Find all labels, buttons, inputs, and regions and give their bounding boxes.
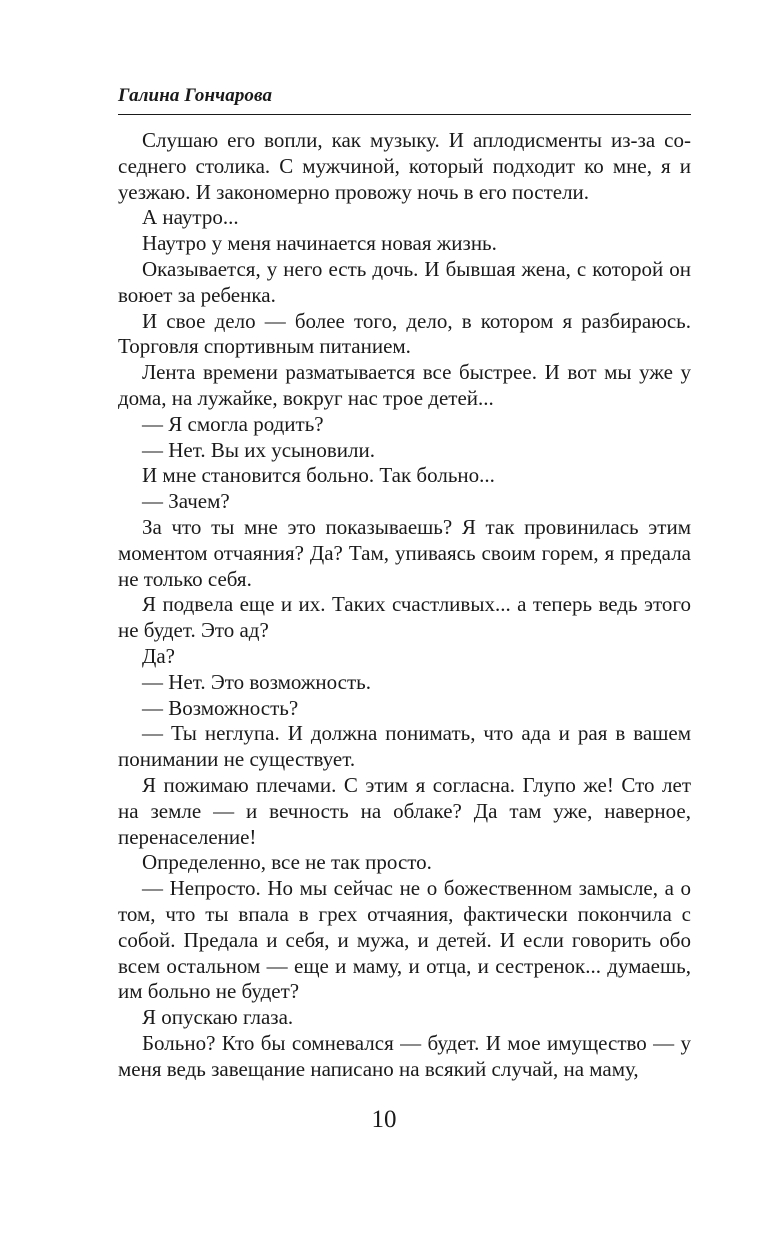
author-name: Галина Гончарова	[118, 85, 273, 106]
dialogue-line: — Ты неглупа. И должна понимать, что ада и рая в вашем понимании не существует.	[118, 721, 691, 772]
paragraph: Наутро у меня начинается новая жизнь.	[142, 231, 497, 256]
dialogue-line: — Нет. Это возможность.	[142, 669, 371, 694]
paragraph: Больно? Кто бы сомневался — будет. И мое имущество — у меня ведь завещание написано на всякий случай, на маму,	[118, 1030, 691, 1081]
dialogue-line: — Непросто. Но мы сейчас не о божественном замысле, а о том, что ты впала в грех отчаяния, фактически покончила с собой. Предала и себя, и мужа, и детей. И если говорить обо всем остальном — еще и маму, и отца, и сестренок... думаешь, им больно не будет?	[118, 876, 691, 1004]
dialogue-line: — Зачем?	[142, 489, 230, 514]
paragraph: Я подвела еще и их. Таких счастливых... а теперь ведь этого не будет. Это ад?	[118, 592, 691, 643]
paragraph: Я пожимаю плечами. С этим я согласна. Глупо же! Сто лет на земле — и вечность на облаке? Да там уже, наверное, перенаселение!	[118, 772, 691, 849]
body-text	[118, 128, 691, 1082]
paragraph: Оказывается, у него есть дочь. И бывшая жена, с которой он воюет за ребенка.	[118, 256, 691, 307]
paragraph: За что ты мне это показываешь? Я так провинилась этим моментом отчаяния? Да? Там, упиваясь своим горем, я предала не только себя.	[118, 514, 691, 591]
paragraph: А наутро...	[142, 205, 239, 230]
paragraph: Я опускаю глаза.	[142, 1005, 294, 1030]
dialogue-line: — Возможность?	[142, 695, 299, 720]
dialogue-line: — Я смогла родить?	[142, 411, 324, 436]
paragraph: Определенно, все не так просто.	[142, 850, 432, 875]
paragraph: Лента времени разматывается все быстрее. И вот мы уже у дома, на лужайке, вокруг нас трое детей...	[118, 360, 691, 410]
running-header	[118, 84, 691, 115]
paragraph: И мне становится больно. Так больно...	[142, 463, 495, 488]
dialogue-line: — Нет. Вы их усыновили.	[142, 437, 375, 462]
page-number: 10	[371, 1106, 397, 1133]
paragraph: И свое дело — более того, дело, в котором я разбираюсь. Торговля спортивным питанием.	[118, 308, 691, 359]
paragraph: Да?	[142, 643, 175, 668]
paragraph: Слушаю его вопли, как музыку. И аплодисменты из-за соседнего столика. С мужчиной, который подходит ко мне, я и уезжаю. И закономерно провожу ночь в его постели.	[118, 128, 691, 204]
